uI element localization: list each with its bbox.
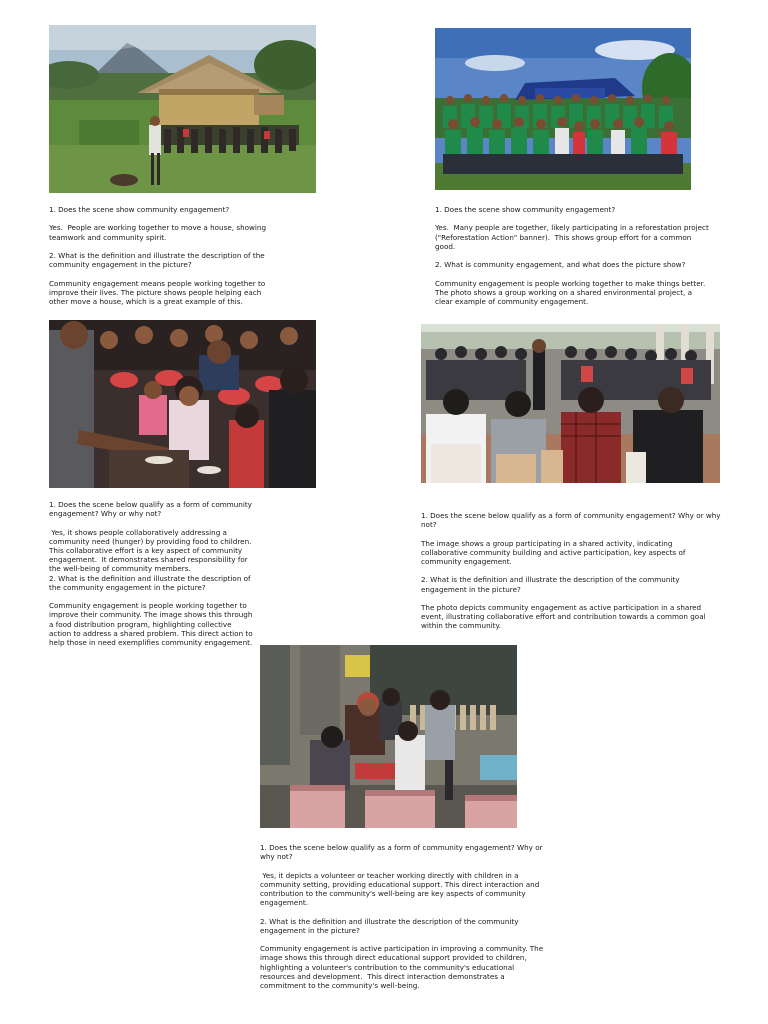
section-3-text	[49, 500, 254, 647]
answer-2: Community engagement is people working together to make things better. The photo shows a group working on a shared environmental project, a clear example of community engagement.	[435, 278, 710, 306]
answer-2: Community engagement means people working together to improve their lives. The picture shows people helping each other move a house, which is a great example of this.	[49, 278, 268, 306]
reforestation-group-photo	[435, 28, 691, 190]
section-1-text	[49, 205, 274, 306]
answer-2: The photo depicts community engagement as active participation in a shared event, illustrating collaborative effort and contribution towards a common goal within the community.	[421, 602, 708, 631]
answer-2: Community engagement is active participation in improving a community. The image shows this through direct educational support provided to children, highlighting a volunteer's contribution to the community's educational resources and development. This direct interaction demonstrates a commitment to the community's well-being.	[260, 944, 546, 990]
question-2: 2. What is community engagement, and what does the picture show?	[435, 260, 686, 270]
section-5-text	[260, 843, 545, 990]
answer-2: Community engagement is people working together to improve their community. The image shows this through a food distribution program, highlighting collective action to address a shared problem. This direct action to help those in need exemplifies community engagement.	[49, 601, 255, 648]
answer-1: Yes, it shows people collaboratively addressing a community need (hunger) by providing food to children. This collaborative effort is a key aspect of community engagement. It demonstrates shared responsibility for the well-being of community members. 2. What is the definition and illustrate the description of the community engagement in the picture?	[49, 527, 252, 592]
question-1: 1. Does the scene below qualify as a form of community engagement? Why or why not?	[260, 843, 545, 862]
section-2-text	[435, 205, 710, 306]
question-1: 1. Does the scene below qualify as a form of community engagement? Why or why not?	[49, 500, 255, 519]
teacher-with-children-photo	[260, 645, 517, 828]
answer-1: Yes, it depicts a volunteer or teacher working directly with children in a community setting, providing educational support. This direct interaction and contribution to the community's well-being are key aspects of community engagement.	[260, 870, 542, 908]
question-1: 1. Does the scene show community engagement?	[49, 205, 230, 214]
answer-1: The image shows a group participating in a shared activity, indicating collaborative community building and active participation, key aspects of community engagement.	[421, 538, 688, 566]
answer-1: Yes. Many people are together, likely participating in a reforestation project ("Reforestation Action" banner). This shows group effort for a common good.	[435, 223, 712, 251]
question-2: 2. What is the definition and illustrate the description of the community engagement in the picture?	[49, 250, 267, 270]
question-2: 2. What is the definition and illustrate the description of the community engagement in the picture?	[260, 916, 521, 935]
section-4-text	[421, 511, 721, 631]
answer-1: Yes. People are working together to move a house, showing teamwork and community spirit.	[49, 223, 269, 242]
seated-group-activity-photo	[421, 324, 720, 483]
question-1: 1. Does the scene show community engagement?	[435, 205, 616, 214]
food-distribution-photo	[49, 320, 316, 488]
question-2: 2. What is the definition and illustrate the description of the community engagement in the picture?	[421, 575, 682, 594]
bayanihan-house-moving-photo	[49, 25, 316, 193]
question-1: 1. Does the scene below qualify as a form of community engagement? Why or why not?	[421, 511, 723, 530]
